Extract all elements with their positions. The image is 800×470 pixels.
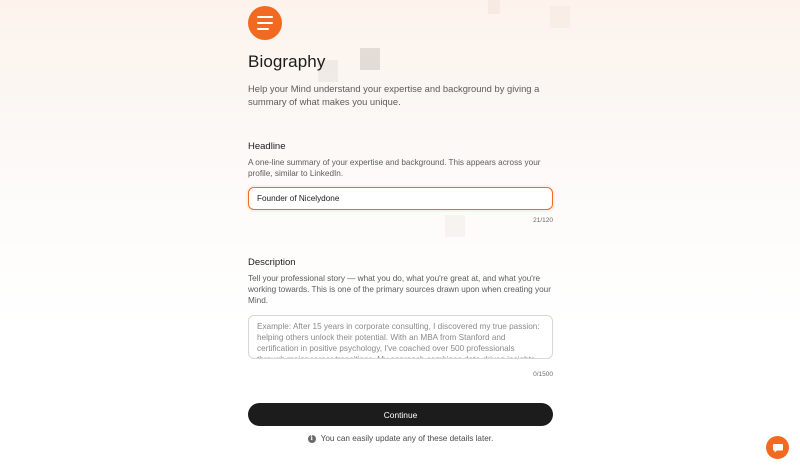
page-subtitle: Help your Mind understand your expertise and background by giving a summary of what makes you unique. [248,83,540,107]
headline-char-counter: 21/120 [533,217,553,224]
page-title: Biography [248,52,326,71]
description-label: Description [248,257,296,268]
chat-bubble-icon [772,442,784,454]
biography-form [248,6,553,443]
description-textarea[interactable] [248,315,553,359]
description-section [248,257,553,378]
headline-input[interactable] [248,187,553,210]
headline-help-text: A one-line summary of your expertise and background. This appears across your profile, similar to LinkedIn. [248,158,541,178]
headline-section [248,141,553,224]
decorative-tile [550,6,570,28]
footnote-text: You can easily update any of these details later. [320,434,494,443]
description-help-text: Tell your professional story — what you do, what you're great at, and what you're working towards. This is one of the primary sources drawn upon when creating your Mind. [248,274,551,305]
continue-button[interactable]: Continue [248,403,553,426]
info-icon: i [308,435,316,443]
menu-lines-icon [248,6,282,40]
footnote [248,434,553,443]
description-char-counter: 0/1500 [533,371,553,378]
chat-launcher-button[interactable] [766,436,789,459]
headline-label: Headline [248,141,286,152]
